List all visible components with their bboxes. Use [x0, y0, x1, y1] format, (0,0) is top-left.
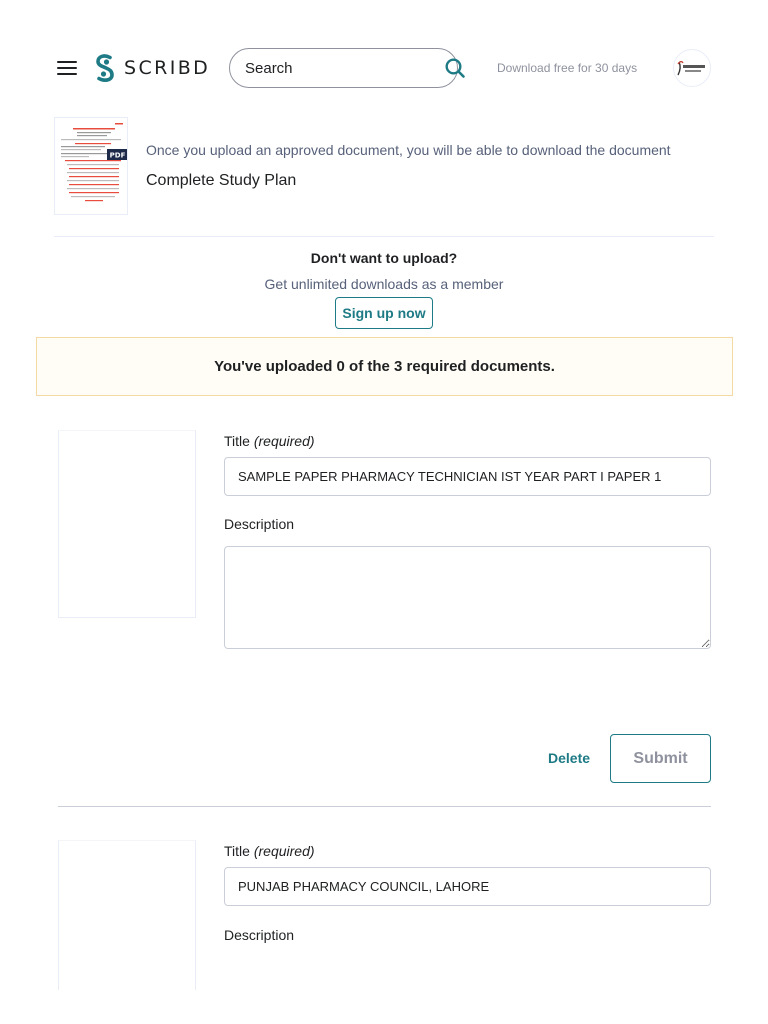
title-label-text: Title — [224, 843, 250, 859]
search-input[interactable] — [245, 60, 444, 77]
upload-thumbnail — [58, 840, 196, 990]
title-label-text: Title — [224, 433, 250, 449]
download-free-trial-link[interactable]: Download free for 30 days — [497, 61, 638, 75]
avatar-logo-image — [675, 58, 709, 78]
upload-progress-banner — [36, 337, 733, 396]
upload-progress-text: You've uploaded 0 of the 3 required documents. — [214, 358, 555, 375]
title-input[interactable] — [224, 457, 711, 496]
title-input[interactable] — [224, 867, 711, 906]
user-avatar[interactable] — [673, 49, 711, 87]
description-textarea[interactable] — [224, 546, 711, 649]
title-label — [224, 843, 315, 859]
submit-button[interactable]: Submit — [610, 734, 711, 783]
upsell-heading: Don't want to upload? — [310, 250, 458, 266]
document-title: Complete Study Plan — [146, 172, 297, 189]
description-label: Description — [224, 516, 295, 532]
document-thumbnail — [54, 117, 128, 215]
required-indicator: (required) — [253, 843, 315, 859]
upload-instruction-text: Once you upload an approved document, you will be able to download the document — [146, 142, 671, 158]
delete-button[interactable]: Delete — [548, 750, 591, 766]
scribd-logo[interactable] — [94, 53, 210, 83]
title-label — [224, 433, 315, 449]
upload-thumbnail — [58, 430, 196, 618]
scribd-wordmark: SCRIBD — [124, 57, 211, 79]
search-icon[interactable] — [444, 57, 466, 79]
scribd-logo-icon — [94, 53, 116, 83]
upsell-subtext: Get unlimited downloads as a member — [264, 276, 504, 292]
section-divider — [54, 236, 714, 237]
pdf-badge-label: PDF — [109, 151, 126, 160]
search-bar[interactable] — [229, 48, 458, 88]
description-label: Description — [224, 927, 295, 943]
card-divider — [58, 806, 711, 807]
sign-up-button[interactable]: Sign up now — [335, 297, 433, 329]
menu-icon[interactable] — [57, 61, 77, 75]
required-indicator: (required) — [253, 433, 315, 449]
